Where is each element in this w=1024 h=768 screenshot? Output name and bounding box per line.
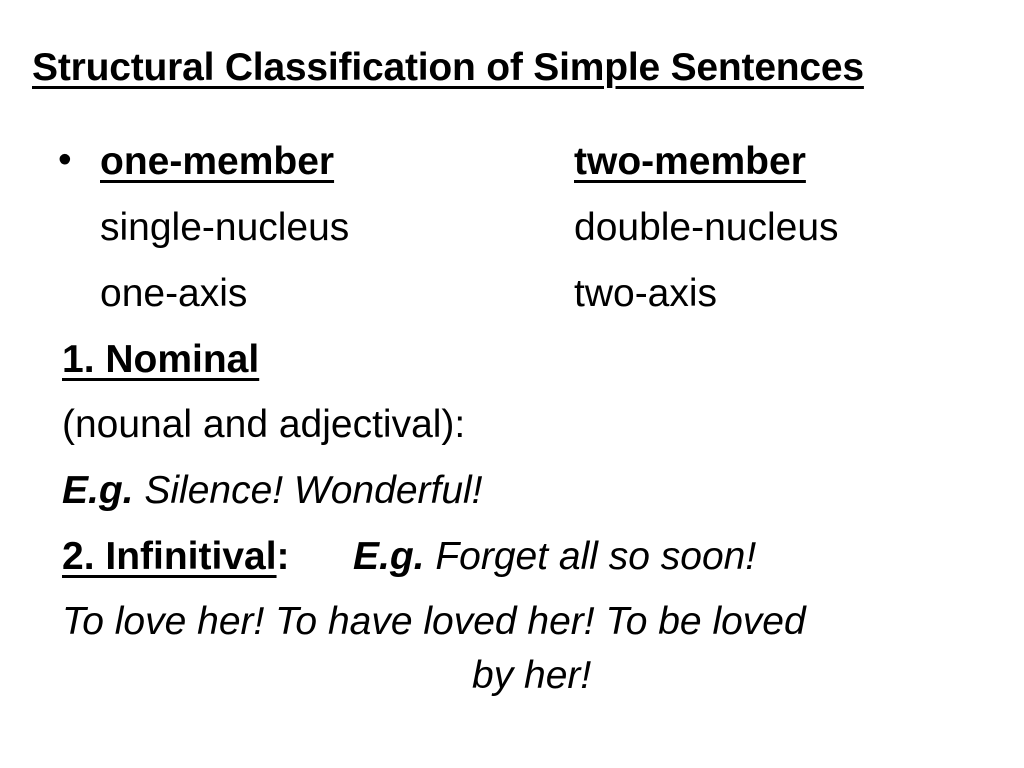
right-column-item-1: double-nucleus bbox=[574, 206, 839, 249]
infinitival-colon: : bbox=[276, 535, 290, 578]
infinitival-row bbox=[62, 537, 290, 576]
right-column-item-2: two-axis bbox=[574, 272, 718, 315]
infinitival-example-label: E.g. bbox=[353, 535, 425, 578]
left-column-item-2: one-axis bbox=[100, 272, 248, 315]
right-column-heading: two-member bbox=[574, 140, 806, 183]
nominal-description: (nounal and adjectival): bbox=[62, 403, 466, 446]
infinitival-line-2: To love her! To have loved her! To be loved bbox=[62, 600, 806, 643]
bullet-icon: • bbox=[58, 138, 72, 181]
nominal-example-text: Silence! Wonderful! bbox=[133, 469, 483, 512]
infinitival-example bbox=[353, 537, 756, 576]
nominal-example bbox=[62, 471, 483, 510]
slide-title: Structural Classification of Simple Sentences bbox=[32, 46, 864, 89]
infinitival-line-3: by her! bbox=[472, 654, 592, 697]
nominal-heading: 1. Nominal bbox=[62, 338, 260, 381]
left-column-item-1: single-nucleus bbox=[100, 206, 350, 249]
left-column-heading: one-member bbox=[100, 140, 335, 183]
infinitival-example-text: Forget all so soon! bbox=[424, 535, 757, 578]
infinitival-heading: 2. Infinitival bbox=[62, 535, 277, 578]
nominal-example-label: E.g. bbox=[62, 469, 134, 512]
